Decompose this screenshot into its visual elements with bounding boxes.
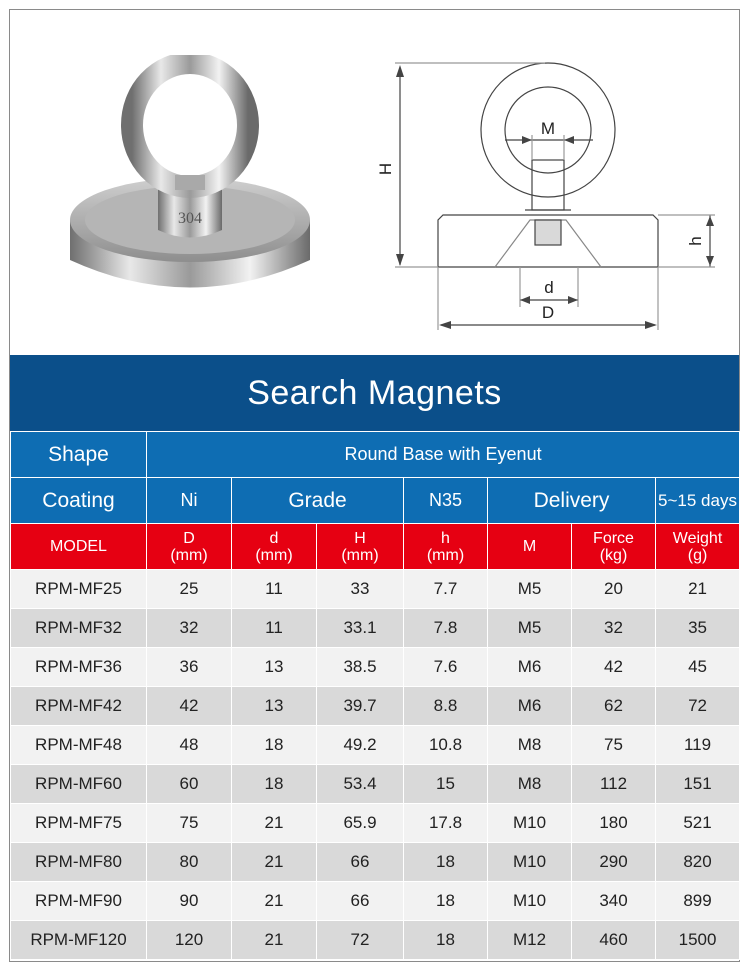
table-cell: 45 (656, 648, 740, 687)
table-cell: 521 (656, 804, 740, 843)
table-row (11, 687, 740, 726)
table-cell: 21 (656, 570, 740, 609)
table-cell: 72 (317, 921, 404, 960)
table-row (11, 609, 740, 648)
shape-row (11, 432, 740, 478)
grade-label: Grade (232, 478, 404, 524)
table-cell: M10 (488, 882, 572, 921)
table-cell: 90 (147, 882, 232, 921)
table-cell: 25 (147, 570, 232, 609)
stamp-304: 304 (178, 210, 202, 227)
table-cell: 66 (317, 882, 404, 921)
product-photo (50, 55, 330, 315)
table-cell: RPM-MF32 (11, 609, 147, 648)
col-H: H (mm) (317, 524, 404, 570)
table-cell: 75 (572, 726, 656, 765)
table-cell: M5 (488, 570, 572, 609)
table-cell: RPM-MF25 (11, 570, 147, 609)
col-force: Force (kg) (572, 524, 656, 570)
table-cell: RPM-MF120 (11, 921, 147, 960)
table-cell: 39.7 (317, 687, 404, 726)
table-cell: 33 (317, 570, 404, 609)
table-cell: 32 (572, 609, 656, 648)
table-cell: RPM-MF80 (11, 843, 147, 882)
table-cell: 80 (147, 843, 232, 882)
table-cell: 13 (232, 648, 317, 687)
table-row (11, 882, 740, 921)
table-cell: 18 (404, 882, 488, 921)
table-cell: 340 (572, 882, 656, 921)
table-cell: RPM-MF42 (11, 687, 147, 726)
table-cell: 11 (232, 609, 317, 648)
table-cell: 899 (656, 882, 740, 921)
table-cell: 32 (147, 609, 232, 648)
table-row (11, 921, 740, 960)
spec-table (10, 431, 740, 960)
label-h: h (686, 236, 705, 246)
grade-value: N35 (404, 478, 488, 524)
label-d: d (544, 278, 554, 297)
table-cell: RPM-MF60 (11, 765, 147, 804)
delivery-label: Delivery (488, 478, 656, 524)
table-cell: 33.1 (317, 609, 404, 648)
table-cell: 21 (232, 882, 317, 921)
table-cell: M10 (488, 843, 572, 882)
technical-drawing (355, 55, 725, 345)
table-cell: 119 (656, 726, 740, 765)
table-cell: 17.8 (404, 804, 488, 843)
table-cell: M5 (488, 609, 572, 648)
table-cell: RPM-MF75 (11, 804, 147, 843)
table-cell: 21 (232, 921, 317, 960)
table-cell: 820 (656, 843, 740, 882)
table-cell: 53.4 (317, 765, 404, 804)
page-title: Search Magnets (10, 355, 739, 431)
col-d: d (mm) (232, 524, 317, 570)
coating-row (11, 478, 740, 524)
col-weight: Weight (g) (656, 524, 740, 570)
table-cell: 18 (232, 765, 317, 804)
data-rows (11, 570, 740, 960)
table-cell: 460 (572, 921, 656, 960)
table-cell: RPM-MF90 (11, 882, 147, 921)
col-D: D (mm) (147, 524, 232, 570)
table-cell: 48 (147, 726, 232, 765)
table-cell: 120 (147, 921, 232, 960)
table-cell: 180 (572, 804, 656, 843)
table-cell: 290 (572, 843, 656, 882)
table-cell: 72 (656, 687, 740, 726)
table-cell: 18 (232, 726, 317, 765)
table-cell: 20 (572, 570, 656, 609)
label-H: H (376, 162, 395, 176)
table-cell: 60 (147, 765, 232, 804)
table-cell: 42 (572, 648, 656, 687)
table-cell: 49.2 (317, 726, 404, 765)
col-h: h (mm) (404, 524, 488, 570)
table-row (11, 570, 740, 609)
table-cell: 62 (572, 687, 656, 726)
label-M: M (540, 119, 556, 138)
table-cell: RPM-MF48 (11, 726, 147, 765)
coating-label: Coating (11, 478, 147, 524)
col-model: MODEL (11, 524, 147, 570)
table-cell: M6 (488, 687, 572, 726)
table-row (11, 648, 740, 687)
table-cell: M10 (488, 804, 572, 843)
delivery-value: 5~15 days (656, 478, 740, 524)
table-cell: 21 (232, 843, 317, 882)
table-row (11, 765, 740, 804)
table-cell: 8.8 (404, 687, 488, 726)
table-cell: 1500 (656, 921, 740, 960)
table-cell: 112 (572, 765, 656, 804)
product-visuals (10, 10, 739, 355)
table-cell: 21 (232, 804, 317, 843)
table-row (11, 843, 740, 882)
table-cell: 11 (232, 570, 317, 609)
table-cell: 38.5 (317, 648, 404, 687)
table-cell: 18 (404, 921, 488, 960)
table-cell: M12 (488, 921, 572, 960)
table-cell: 36 (147, 648, 232, 687)
table-cell: 35 (656, 609, 740, 648)
table-cell: 7.7 (404, 570, 488, 609)
table-cell: 66 (317, 843, 404, 882)
header-row (11, 524, 740, 570)
table-cell: 10.8 (404, 726, 488, 765)
table-cell: 13 (232, 687, 317, 726)
table-cell: 65.9 (317, 804, 404, 843)
shape-label: Shape (11, 432, 147, 478)
coating-value: Ni (147, 478, 232, 524)
table-cell: RPM-MF36 (11, 648, 147, 687)
col-M: M (488, 524, 572, 570)
table-cell: 75 (147, 804, 232, 843)
table-cell: 15 (404, 765, 488, 804)
table-row (11, 804, 740, 843)
product-sheet (9, 9, 740, 962)
shape-value: Round Base with Eyenut (147, 432, 740, 478)
table-cell: M8 (488, 726, 572, 765)
table-cell: M8 (488, 765, 572, 804)
table-cell: 18 (404, 843, 488, 882)
table-cell: 7.6 (404, 648, 488, 687)
table-row (11, 726, 740, 765)
label-D: D (541, 303, 555, 322)
table-cell: M6 (488, 648, 572, 687)
table-cell: 42 (147, 687, 232, 726)
table-cell: 7.8 (404, 609, 488, 648)
table-cell: 151 (656, 765, 740, 804)
